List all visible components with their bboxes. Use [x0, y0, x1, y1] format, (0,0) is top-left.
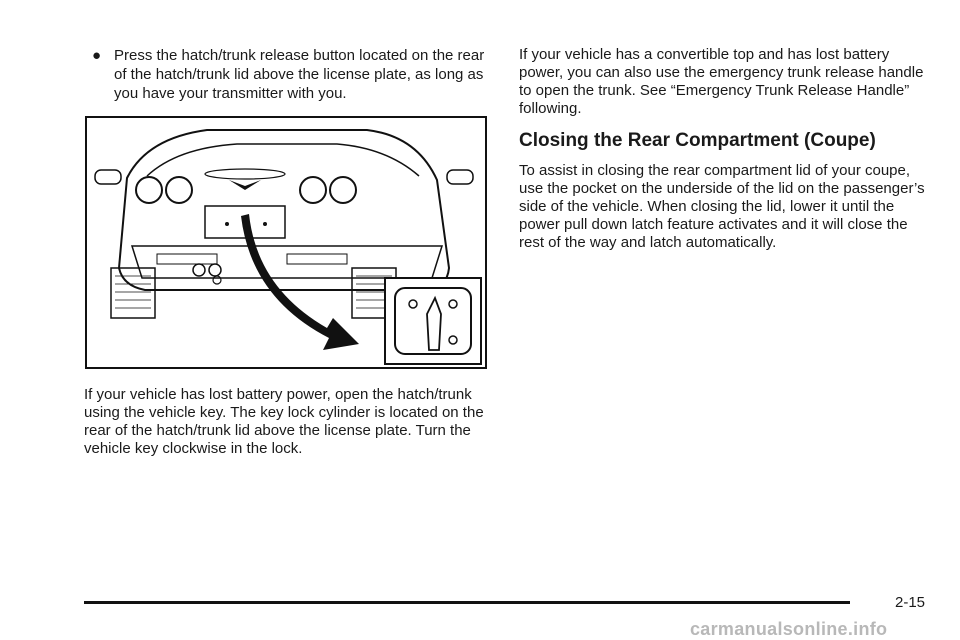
bullet-item: [84, 46, 490, 103]
battery-power-paragraph: If your vehicle has lost battery power, open the hatch/trunk using the vehicle key. The key lock cylinder is located on the rear of the hatch/trunk lid above the license plate. Turn the vehicle key clockwise in the lock.: [84, 386, 484, 457]
section-heading: Closing the Rear Compartment (Coupe): [519, 130, 876, 151]
bullet-dot-icon: ●: [92, 47, 102, 64]
bullet-text: Press the hatch/trunk release button located on the rear of the hatch/trunk lid above the license plate, as long as you have your transmitter with you.: [114, 47, 485, 102]
car-rear-trunk-illustration: [87, 118, 485, 367]
left-column: [84, 46, 490, 103]
watermark: carmanualsonline.info: [690, 619, 888, 639]
footer-rule: [84, 601, 850, 604]
closing-paragraph: To assist in closing the rear compartment lid of your coupe, use the pocket on the underside of the lid on the passenger’s side of the vehicle. When closing the lid, lower it until the power pull down latch feature activates and it will close the rest of the way and latch automatically.: [519, 162, 925, 251]
page-number: 2-15: [895, 594, 926, 611]
convertible-intro-paragraph: If your vehicle has a convertible top and has lost battery power, you can also use the emergency trunk release handle to open the trunk. See “Emergency Trunk Release Handle” following.: [519, 46, 924, 117]
car-rear-illustration: [85, 116, 487, 369]
